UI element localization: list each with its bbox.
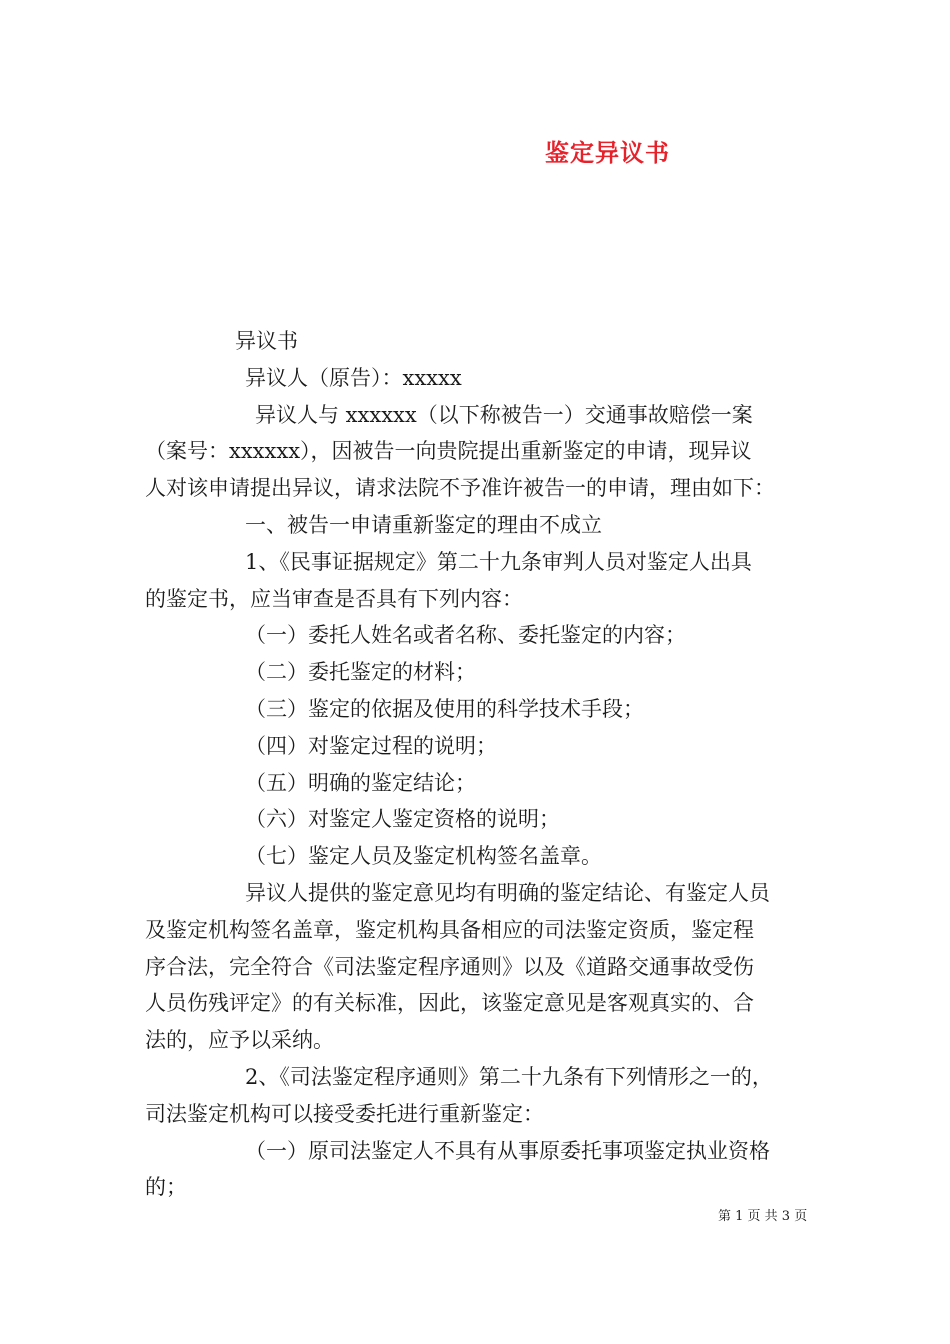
body-line: 司法鉴定机构可以接受委托进行重新鉴定： xyxy=(145,1101,544,1126)
body-line: （三）鉴定的依据及使用的科学技术手段； xyxy=(245,696,644,721)
body-line: （一）原司法鉴定人不具有从事原委托事项鉴定执业资格 xyxy=(245,1138,770,1163)
body-line: 异议人（原告）：xxxxx xyxy=(245,365,462,390)
body-line: 异议人与 xxxxxx（以下称被告一）交通事故赔偿一案 xyxy=(255,402,753,427)
body-line: 法的，应予以采纳。 xyxy=(145,1028,334,1053)
body-line: 的； xyxy=(145,1175,187,1200)
body-line: （案号：xxxxxx），因被告一向贵院提出重新鉴定的申请，现异议 xyxy=(145,439,752,464)
body-line: 1、《民事证据规定》第二十九条审判人员对鉴定人出具 xyxy=(245,549,752,574)
body-line: （五）明确的鉴定结论； xyxy=(245,770,476,795)
body-line: （一）委托人姓名或者名称、委托鉴定的内容； xyxy=(245,623,686,648)
body-line: （四）对鉴定过程的说明； xyxy=(245,733,497,758)
document-body xyxy=(145,323,807,1206)
document-title: 鉴定异议书 xyxy=(545,138,670,167)
body-line: 2、《司法鉴定程序通则》第二十九条有下列情形之一的， xyxy=(245,1064,773,1089)
body-line: （七）鉴定人员及鉴定机构签名盖章。 xyxy=(245,844,602,869)
body-line: 的鉴定书，应当审查是否具有下列内容： xyxy=(145,586,523,611)
body-line: 异议书 xyxy=(235,329,298,353)
body-line: 人员伤残评定》的有关标准，因此，该鉴定意见是客观真实的、合 xyxy=(145,991,754,1016)
body-line: 异议人提供的鉴定意见均有明确的鉴定结论、有鉴定人员 xyxy=(245,880,770,905)
body-line: 及鉴定机构签名盖章，鉴定机构具备相应的司法鉴定资质，鉴定程 xyxy=(145,917,754,942)
body-line: 人对该申请提出异议，请求法院不予准许被告一的申请，理由如下： xyxy=(145,476,775,501)
page-footer: 第 1 页 共 3 页 xyxy=(718,1209,808,1224)
body-line: 序合法，完全符合《司法鉴定程序通则》以及《道路交通事故受伤 xyxy=(145,954,754,979)
body-line: 一、被告一申请重新鉴定的理由不成立 xyxy=(245,512,602,537)
body-line: （六）对鉴定人鉴定资格的说明； xyxy=(245,807,560,832)
body-line: （二）委托鉴定的材料； xyxy=(245,660,476,685)
